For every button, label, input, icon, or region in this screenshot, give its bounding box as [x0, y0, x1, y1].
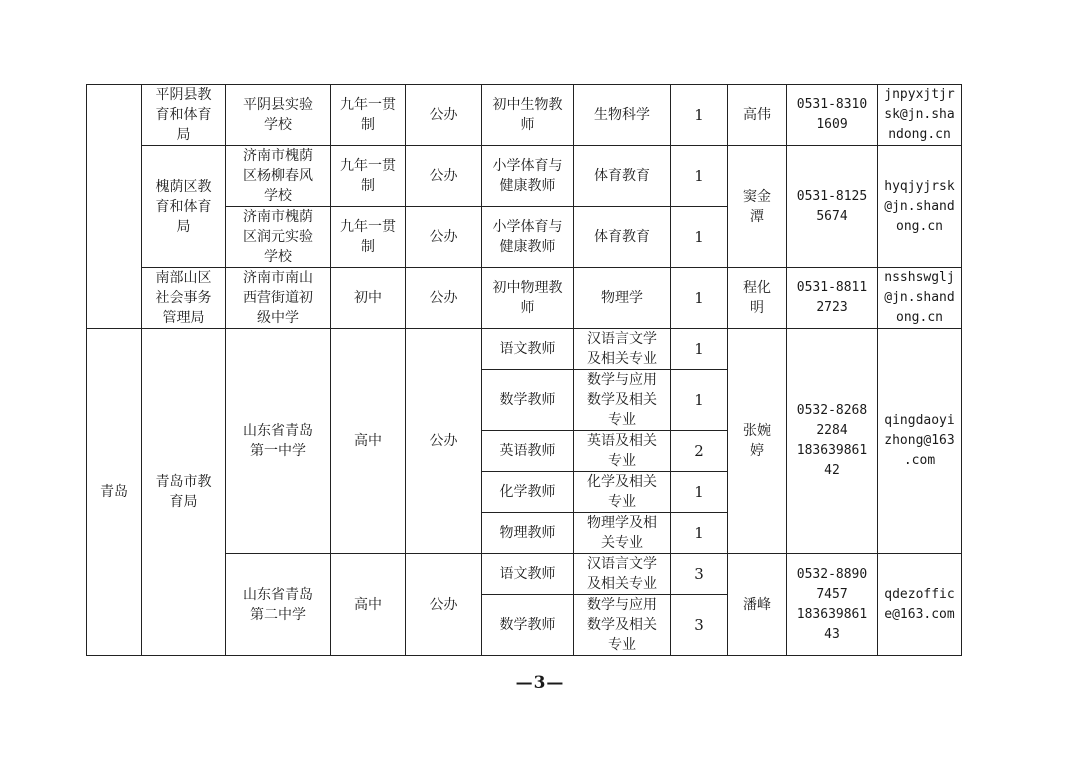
type-cell: 公办 [406, 146, 482, 207]
table-row [87, 85, 962, 146]
count-cell: 1 [671, 207, 728, 268]
email-cell: jnpyxjtjr sk@jn.sha ndong.cn [878, 85, 962, 146]
count-cell: 1 [671, 85, 728, 146]
level-cell: 高中 [331, 329, 406, 554]
position-cell: 物理教师 [482, 513, 574, 554]
level-cell: 九年一贯 制 [331, 146, 406, 207]
school-cell: 山东省青岛 第一中学 [226, 329, 331, 554]
position-cell: 小学体育与 健康教师 [482, 207, 574, 268]
phone-cell: 0532-8268 2284 183639861 42 [787, 329, 878, 554]
position-cell: 英语教师 [482, 431, 574, 472]
count-cell: 1 [671, 268, 728, 329]
bureau-cell: 青岛市教 育局 [142, 329, 226, 656]
major-cell: 数学与应用 数学及相关 专业 [574, 595, 671, 656]
bureau-cell: 平阴县教 育和体育 局 [142, 85, 226, 146]
count-cell: 1 [671, 472, 728, 513]
level-cell: 九年一贯 制 [331, 207, 406, 268]
major-cell: 体育教育 [574, 207, 671, 268]
table-row [87, 268, 962, 329]
school-cell: 平阴县实验 学校 [226, 85, 331, 146]
contact-cell: 潘峰 [728, 554, 787, 656]
city-cell-jinan [87, 85, 142, 329]
school-cell: 山东省青岛 第二中学 [226, 554, 331, 656]
position-cell: 数学教师 [482, 595, 574, 656]
email-cell: qingdaoyi zhong@163 .com [878, 329, 962, 554]
major-cell: 汉语言文学 及相关专业 [574, 329, 671, 370]
bureau-cell: 槐荫区教 育和体育 局 [142, 146, 226, 268]
level-cell: 九年一贯 制 [331, 85, 406, 146]
email-cell: qdezoffic e@163.com [878, 554, 962, 656]
phone-cell: 0531-8125 5674 [787, 146, 878, 268]
count-cell: 3 [671, 554, 728, 595]
phone-cell: 0532-8890 7457 183639861 43 [787, 554, 878, 656]
type-cell: 公办 [406, 268, 482, 329]
level-cell: 初中 [331, 268, 406, 329]
position-cell: 语文教师 [482, 554, 574, 595]
email-cell: hyqjyjrsk @jn.shand ong.cn [878, 146, 962, 268]
contact-cell: 窦金 潭 [728, 146, 787, 268]
contact-cell: 高伟 [728, 85, 787, 146]
school-cell: 济南市槐荫 区润元实验 学校 [226, 207, 331, 268]
recruitment-table [86, 84, 962, 656]
major-cell: 物理学 [574, 268, 671, 329]
major-cell: 生物科学 [574, 85, 671, 146]
bureau-cell: 南部山区 社会事务 管理局 [142, 268, 226, 329]
phone-cell: 0531-8811 2723 [787, 268, 878, 329]
school-cell: 济南市南山 西营街道初 级中学 [226, 268, 331, 329]
count-cell: 3 [671, 595, 728, 656]
email-cell: nsshswglj @jn.shand ong.cn [878, 268, 962, 329]
level-cell: 高中 [331, 554, 406, 656]
type-cell: 公办 [406, 207, 482, 268]
major-cell: 汉语言文学 及相关专业 [574, 554, 671, 595]
count-cell: 1 [671, 370, 728, 431]
page-number: —3— [515, 673, 565, 693]
school-cell: 济南市槐荫 区杨柳春风 学校 [226, 146, 331, 207]
position-cell: 初中物理教 师 [482, 268, 574, 329]
count-cell: 1 [671, 329, 728, 370]
table-row [87, 146, 962, 207]
major-cell: 化学及相关 专业 [574, 472, 671, 513]
type-cell: 公办 [406, 85, 482, 146]
table-row [87, 329, 962, 370]
position-cell: 小学体育与 健康教师 [482, 146, 574, 207]
count-cell: 1 [671, 146, 728, 207]
position-cell: 数学教师 [482, 370, 574, 431]
position-cell: 初中生物教 师 [482, 85, 574, 146]
contact-cell: 程化 明 [728, 268, 787, 329]
phone-cell: 0531-8310 1609 [787, 85, 878, 146]
contact-cell: 张婉 婷 [728, 329, 787, 554]
major-cell: 体育教育 [574, 146, 671, 207]
major-cell: 数学与应用 数学及相关 专业 [574, 370, 671, 431]
type-cell: 公办 [406, 554, 482, 656]
position-cell: 化学教师 [482, 472, 574, 513]
major-cell: 英语及相关 专业 [574, 431, 671, 472]
type-cell: 公办 [406, 329, 482, 554]
count-cell: 2 [671, 431, 728, 472]
count-cell: 1 [671, 513, 728, 554]
city-cell-qingdao: 青岛 [87, 329, 142, 656]
major-cell: 物理学及相 关专业 [574, 513, 671, 554]
position-cell: 语文教师 [482, 329, 574, 370]
